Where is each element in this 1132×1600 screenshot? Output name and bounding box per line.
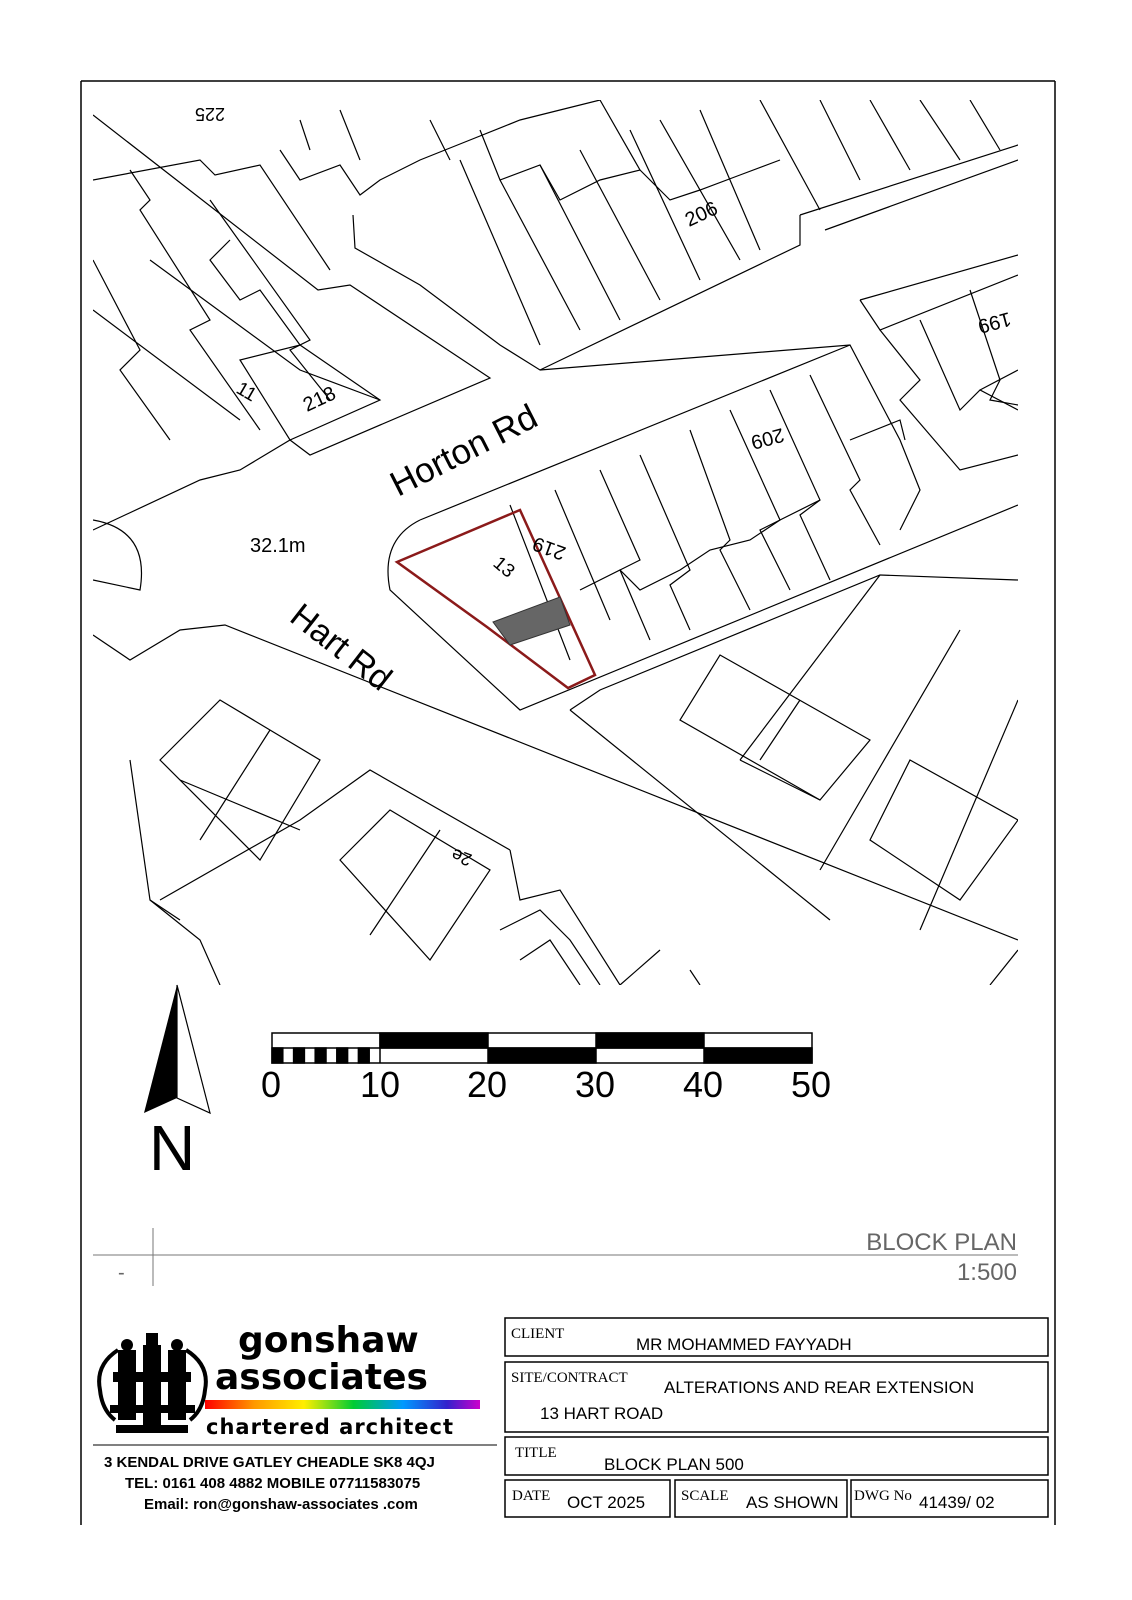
north-arrow xyxy=(144,985,210,1184)
scale-bar-ticks xyxy=(261,1064,831,1105)
spot-level: 32.1m xyxy=(250,535,306,557)
plot-number: 209 xyxy=(748,423,787,454)
scale-tick: 10 xyxy=(360,1064,401,1105)
north-label: N xyxy=(149,1112,196,1184)
heading-title: BLOCK PLAN xyxy=(866,1229,1017,1256)
heading-dash: - xyxy=(118,1262,125,1284)
date-label: DATE xyxy=(512,1488,551,1504)
sheet-border xyxy=(81,81,1055,1525)
date-value: OCT 2025 xyxy=(567,1493,646,1512)
plot-number: 225 xyxy=(194,104,225,124)
site-value: ALTERATIONS AND REAR EXTENSION xyxy=(664,1378,975,1397)
dwg-label: DWG No xyxy=(854,1488,912,1504)
dwg-value: 41439/ 02 xyxy=(919,1493,995,1512)
plot-number: 2e xyxy=(448,844,475,871)
plot-number: 206 xyxy=(681,197,722,232)
scale-tick: 40 xyxy=(683,1064,724,1105)
scale-label: SCALE xyxy=(681,1488,729,1504)
plot-number: 219 xyxy=(529,531,569,564)
address-line: 3 KENDAL DRIVE GATLEY CHEADLE SK8 4QJ xyxy=(104,1454,435,1471)
heraldic-crest-icon xyxy=(99,1333,206,1433)
title-label: TITLE xyxy=(515,1445,557,1461)
plot-number: 13 xyxy=(488,552,519,583)
drawing-heading xyxy=(93,1228,1018,1286)
phone-line: TEL: 0161 408 4882 MOBILE 07711583075 xyxy=(125,1475,421,1492)
company-logo xyxy=(93,1320,497,1445)
street-label-horton: Horton Rd xyxy=(383,396,544,505)
logo-subtitle: chartered architect xyxy=(206,1415,455,1439)
scale-tick: 30 xyxy=(575,1064,616,1105)
scale-tick: 50 xyxy=(791,1064,832,1105)
scale-tick: 0 xyxy=(261,1064,282,1105)
company-address xyxy=(104,1454,435,1513)
site-address: 13 HART ROAD xyxy=(540,1404,664,1423)
plot-number: 199 xyxy=(975,307,1014,338)
street-label-hart: Hart Rd xyxy=(283,596,399,699)
scale-tick: 20 xyxy=(467,1064,508,1105)
rainbow-bar xyxy=(205,1400,480,1409)
title-value: BLOCK PLAN 500 xyxy=(604,1455,744,1474)
plot-number: 218 xyxy=(299,382,340,417)
scale-value: AS SHOWN xyxy=(746,1493,839,1512)
logo-name-2: associates xyxy=(215,1357,428,1398)
site-boundary xyxy=(397,510,595,688)
email-line: Email: ron@gonshaw-associates .com xyxy=(144,1496,418,1513)
scale-bar xyxy=(272,1033,812,1063)
client-label: CLIENT xyxy=(511,1326,565,1342)
heading-scale: 1:500 xyxy=(956,1259,1017,1286)
client-value: MR MOHAMMED FAYYADH xyxy=(636,1335,852,1354)
site-label: SITE/CONTRACT xyxy=(511,1370,628,1386)
plot-number: 11 xyxy=(232,378,261,407)
proposed-extension xyxy=(493,597,570,645)
logo-name: gonshaw xyxy=(238,1320,419,1361)
